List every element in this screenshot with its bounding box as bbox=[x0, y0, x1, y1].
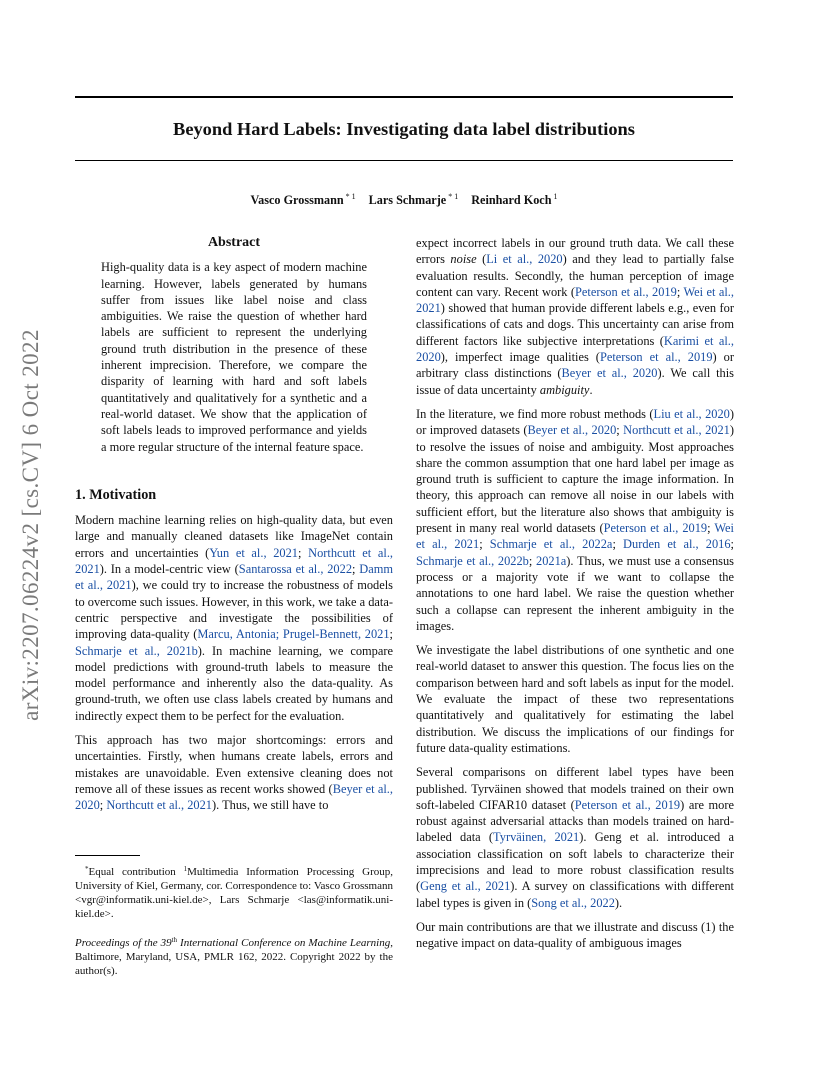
citation-link[interactable]: Li et al., 2020 bbox=[486, 252, 563, 267]
text-run: Modern machine learning relies on high-quality data, but even large and manually cleaned datasets like ImageNet contain errors and uncertainties ( bbox=[75, 513, 393, 560]
paragraph bbox=[416, 235, 734, 398]
text-run: We investigate the label distributions of one synthetic and one real-world dataset to answer this question. The focus lies on the comparison between hard and soft labels as input for the model. We evaluate the impact of these two representations quantitatively and qualitatively for estimating the label distribution. We discuss the implications of our findings for future data-quality estimations. bbox=[416, 643, 734, 755]
section-heading-motivation: 1. Motivation bbox=[75, 486, 157, 503]
author-list bbox=[75, 192, 733, 208]
footnote bbox=[75, 855, 393, 978]
author-2 bbox=[369, 193, 459, 207]
citation-link[interactable]: Schmarje et al., 2022a bbox=[489, 537, 613, 552]
citation-link[interactable]: Peterson et al., 2019 bbox=[599, 350, 713, 365]
text-run: ; bbox=[352, 562, 360, 577]
citation-link[interactable]: Beyer et al., 2020 bbox=[75, 781, 393, 813]
citation-link[interactable]: 2021a bbox=[536, 553, 567, 568]
citation-link[interactable]: Peterson et al., 2019 bbox=[603, 521, 708, 536]
paper-title: Beyond Hard Labels: Investigating data label distributions bbox=[173, 119, 635, 139]
proceedings-text: , Baltimore, Maryland, USA, PMLR 162, 2022. Copyright 2022 by the author(s). bbox=[75, 937, 393, 977]
text-run: This approach has two major shortcomings: errors and uncertainties. Firstly, when humans create labels, errors and mistakes are unavoidable. Even extensive cleaning does not remove all of these issues as recent works showed ( bbox=[75, 733, 393, 796]
citation-link[interactable]: Santarossa et al., 2022 bbox=[238, 562, 353, 577]
author-name: Lars Schmarje bbox=[368, 193, 447, 207]
text-run: ; bbox=[389, 627, 393, 642]
citation-link[interactable]: Peterson et al., 2019 bbox=[575, 284, 677, 299]
arxiv-identifier: arXiv:2207.06224v2 [cs.CV] 6 Oct 2022 bbox=[18, 329, 43, 721]
text-run: ) to resolve the issues of noise and ambiguity. Most approaches share the common assumption that one hard label per image as ground truth is sufficient to capture the image information. In theory, this approach can remove all noise in our labels with sufficient effort, but the literature also shows that ambiguity is present in many real world datasets ( bbox=[416, 423, 734, 536]
text-run: Our main contributions are that we illustrate and discuss (1) the negative impact on data-quality of ambiguous images bbox=[416, 919, 734, 951]
text-run: ). Thus, we still have to bbox=[211, 798, 329, 813]
text-run: ) showed that human provide different labels e.g., even for classifications of cats and dogs. This uncertainty can arise from different factors like subjective interpretations ( bbox=[416, 301, 734, 348]
footnote-marker: * bbox=[85, 865, 89, 873]
text-run: ) are more robust against adversarial attacks than models trained on hard-labeled data ( bbox=[416, 797, 734, 845]
text-run: ; bbox=[612, 537, 624, 552]
text-run: ; bbox=[298, 545, 309, 560]
emphasis-text: noise bbox=[450, 252, 477, 267]
text-run: ( bbox=[476, 252, 487, 267]
paragraph bbox=[416, 764, 734, 911]
text-run: ) or improved datasets ( bbox=[416, 406, 734, 438]
text-run: ), we could try to increase the robustness of models to overcome such issues. However, in this work, we take a data-centric perspective and investigate the possibilities of improving data-quality ( bbox=[75, 578, 393, 642]
author-name: Vasco Grossmann bbox=[250, 193, 344, 207]
footnote-text: Equal contribution bbox=[88, 866, 184, 878]
text-run: ). A survey on classifications with different label types is given in ( bbox=[416, 879, 734, 910]
arxiv-stamp bbox=[11, 295, 51, 755]
text-run: ). In a model-centric view ( bbox=[99, 562, 239, 577]
emphasis-text: ambiguity bbox=[539, 382, 590, 397]
footnote-text: Multimedia Information Processing Group, University of Kiel, Germany, cor. Correspondence to: Vasco Grossmann <vgr@informatik.uni-kiel.de>, Lars Schmarje <las@informatik.uni-kiel.de>. bbox=[75, 866, 393, 920]
citation-link[interactable]: Liu et al., 2020 bbox=[653, 406, 730, 421]
citation-link[interactable]: Beyer et al., 2020 bbox=[561, 366, 658, 381]
footnote-separator bbox=[75, 855, 140, 856]
text-run: Several comparisons on different label types have been published. Tyrväinen showed that models trained on their own soft-labeled CIFAR10 dataset ( bbox=[416, 765, 734, 812]
footnote-affiliations bbox=[75, 862, 393, 921]
text-run: ; bbox=[479, 537, 490, 552]
paragraph bbox=[416, 642, 734, 756]
author-name: Reinhard Koch bbox=[471, 193, 552, 207]
text-run: ). We call this issue of data uncertainty bbox=[416, 366, 735, 397]
text-run: expect incorrect labels in our ground truth data. We call these errors bbox=[416, 236, 734, 267]
citation-link[interactable]: Song et al., 2022 bbox=[531, 895, 615, 910]
text-run: ). Geng et al. introduced a association classification on soft labels to characterize their imprecisions and lead to more robust classification results ( bbox=[416, 830, 735, 894]
proceedings-note bbox=[75, 933, 393, 978]
author-affiliation-mark: 1 bbox=[553, 192, 558, 201]
right-column bbox=[416, 235, 734, 951]
citation-link[interactable]: Damm et al., 2021 bbox=[75, 562, 393, 593]
author-affiliation-mark: * 1 bbox=[345, 192, 356, 201]
text-run: ; bbox=[99, 798, 107, 813]
abstract-text: High-quality data is a key aspect of modern machine learning. However, labels generated by humans suffer from issues like label noise and class ambiguities. We raise the question of whether hard labels are sufficient to represent the underlying ground truth distribution in the presence of these inherent imprecision. Therefore, we compare the disparity of learning with hard and soft labels quantitatively and qualitatively for a synthetic and a real-world dataset. We show that the application of soft labels leads to improved performance and yields a more regular structure of the internal feature space. bbox=[101, 260, 367, 454]
proceedings-text: International Conference on Machine Learning bbox=[177, 937, 391, 949]
author-1 bbox=[251, 193, 356, 207]
citation-link[interactable]: Yun et al., 2021 bbox=[209, 545, 299, 560]
author-3 bbox=[471, 193, 557, 207]
citation-link[interactable]: Marcu, Antonia; Prugel-Bennett, 2021 bbox=[197, 627, 390, 642]
citation-link[interactable]: Wei et al., 2021 bbox=[416, 521, 734, 552]
citation-link[interactable]: Karimi et al., 2020 bbox=[416, 333, 735, 365]
citation-link[interactable]: Schmarje et al., 2022b bbox=[416, 553, 529, 568]
text-run: ) and they lead to partially false evaluation results. Secondly, the human perception of image content can vary. Recent work ( bbox=[416, 252, 734, 299]
paragraph bbox=[416, 919, 734, 952]
title-bottom-rule bbox=[75, 160, 733, 161]
citation-link[interactable]: Schmarje et al., 2021b bbox=[75, 643, 198, 658]
citation-link[interactable]: Northcutt et al., 2021 bbox=[75, 545, 394, 577]
citation-link[interactable]: Northcutt et al., 2021 bbox=[106, 798, 212, 813]
paragraph bbox=[416, 406, 734, 634]
text-run: ). bbox=[614, 895, 623, 910]
text-run: ; bbox=[676, 284, 684, 299]
text-run: . bbox=[589, 382, 593, 397]
text-run: ). In machine learning, we compare model predictions with ground-truth labels to measure the model performance and inherently also the data-quality. As ground-truth, we often use class labels created by humans and indirectly expect them to be perfect for the evaluation. bbox=[75, 643, 393, 723]
citation-link[interactable]: Wei et al., 2021 bbox=[416, 284, 734, 316]
citation-link[interactable]: Geng et al., 2021 bbox=[420, 879, 511, 894]
proceedings-sup: th bbox=[171, 936, 178, 944]
text-run: ), imperfect image qualities ( bbox=[440, 350, 600, 365]
text-run: ; bbox=[528, 553, 536, 568]
paragraph bbox=[75, 732, 393, 813]
text-run: ) or arbitrary class distinctions ( bbox=[416, 350, 734, 381]
author-affiliation-mark: * 1 bbox=[448, 192, 459, 201]
text-run: ; bbox=[616, 423, 624, 438]
abstract-heading: Abstract bbox=[207, 235, 261, 250]
title-top-rule bbox=[75, 96, 733, 98]
left-column bbox=[75, 235, 393, 814]
citation-link[interactable]: Durden et al., 2016 bbox=[623, 537, 731, 552]
citation-link[interactable]: Northcutt et al., 2021 bbox=[623, 423, 730, 438]
proceedings-text: Proceedings of the 39 bbox=[75, 937, 172, 949]
text-run: ; bbox=[707, 521, 715, 536]
text-run: In the literature, we find more robust methods ( bbox=[416, 406, 654, 421]
citation-link[interactable]: Peterson et al., 2019 bbox=[574, 797, 681, 812]
citation-link[interactable]: Tyrväinen, 2021 bbox=[493, 830, 580, 845]
citation-link[interactable]: Beyer et al., 2020 bbox=[527, 423, 617, 438]
text-run: ). Thus, we must use a consensus process or a majority vote if we want to collapse the annotations to one hard label. We raise the question whether such a collapse can represent the inherent ambiguity in the images. bbox=[416, 553, 735, 633]
paragraph bbox=[75, 512, 393, 724]
footnote-marker: 1 bbox=[183, 865, 188, 873]
text-run: ; bbox=[730, 537, 734, 552]
